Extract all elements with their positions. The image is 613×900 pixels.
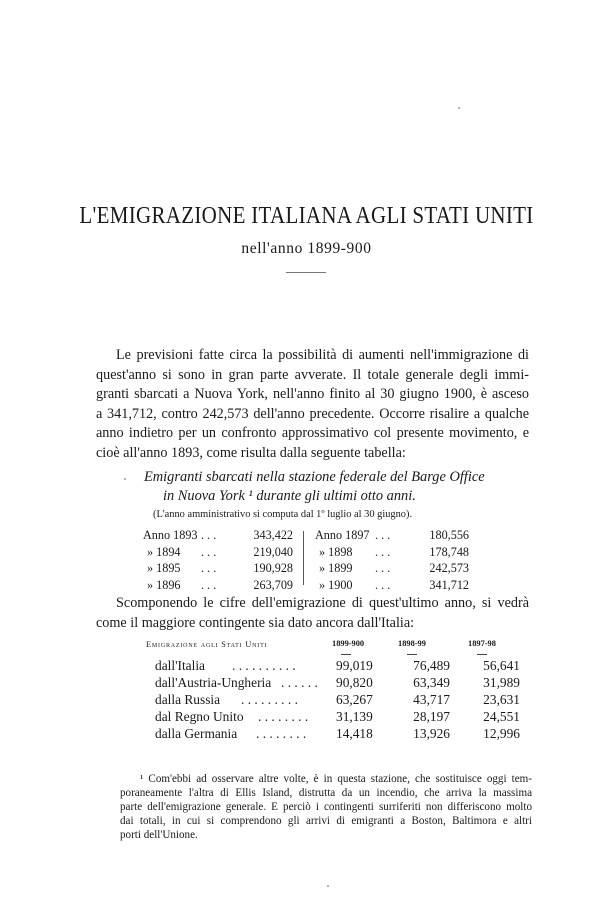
second-paragraph (96, 594, 529, 633)
leader-dots: . . . . . . . . . . (232, 658, 296, 673)
column-header: 1897-98 (468, 639, 496, 648)
value: 31,139 (336, 709, 373, 724)
table-row (0, 708, 613, 725)
paragraph-line: quest'anno si sono in gran parte avverate. Il totale generale degli immi- (96, 366, 529, 383)
caption-line: Emigranti sbarcati nella stazione federale del Barge Office (144, 469, 485, 485)
value: 43,717 (413, 692, 450, 707)
paragraph-line: Scomponendo le cifre dell'emigrazione di quest'ultimo anno, si vedrà (116, 595, 529, 611)
footnote (120, 772, 532, 842)
origin-label: dall'Italia (155, 658, 205, 673)
value: 90,820 (336, 675, 373, 690)
value: 76,489 (413, 658, 450, 673)
footnote-line: ¹ Com'ebbi ad osservare altre volte, è in questa stazione, che sostituisce oggi tem- (140, 773, 532, 785)
year-label: » 1899 (319, 561, 353, 576)
paragraph-line: cioè all'anno 1893, come risulta dalla seguente tabella: (96, 444, 406, 461)
value: 178,748 (429, 544, 469, 559)
paper-speck (327, 885, 329, 887)
footnote-line: parte dell'emigrazione generale. E perciò i contingenti surriferiti non differiscono molto (120, 801, 532, 813)
value: 180,556 (429, 528, 469, 542)
value: 341,712 (429, 577, 469, 592)
paragraph-line: granti sbarcati a Nuova York, nell'anno finito al 30 giugno 1900, è asceso (96, 386, 529, 403)
value: 99,019 (336, 658, 373, 673)
table2 (0, 657, 613, 742)
page-subtitle: nell'anno 1899-900 (241, 240, 372, 257)
year-label: » 1898 (319, 544, 353, 559)
table2-header (0, 639, 613, 653)
leader-dots: . . . . . . (281, 675, 318, 690)
leader-dots: . . . (201, 577, 217, 592)
value: 190,928 (253, 561, 293, 576)
year-label: » 1894 (147, 544, 181, 559)
paper-speck (124, 478, 126, 480)
column-rule (407, 654, 417, 655)
page-title: L'EMIGRAZIONE ITALIANA AGLI STATI UNITI (79, 201, 534, 229)
table-row (0, 725, 613, 742)
table1-column-divider (303, 531, 304, 585)
column-rule (477, 654, 487, 655)
origin-label: dalla Russia (155, 692, 221, 707)
value: 242,573 (429, 561, 469, 576)
paragraph-line: Le previsioni fatte circa la possibilità di aumenti nell'immigrazione di (116, 347, 529, 363)
value: 63,349 (413, 675, 450, 690)
value: 343,422 (253, 528, 293, 542)
year-label: Anno 1893 (143, 528, 198, 542)
value: 13,926 (413, 726, 450, 741)
leader-dots: . . . (375, 528, 391, 542)
value: 63,267 (336, 692, 373, 707)
table-row (0, 674, 613, 691)
leader-dots: . . . (201, 561, 217, 576)
origin-label: dalla Germania (155, 726, 238, 741)
value: 219,040 (253, 544, 293, 559)
value: 24,551 (483, 709, 520, 724)
origin-label: dall'Austria-Ungheria (155, 675, 272, 690)
leader-dots: . . . (201, 528, 217, 542)
paper-speck (458, 107, 460, 109)
year-label: » 1896 (147, 577, 181, 592)
value: 56,641 (483, 658, 520, 673)
intro-paragraph (96, 346, 529, 464)
origin-label: dal Regno Unito (155, 709, 244, 724)
leader-dots: . . . (375, 561, 391, 576)
table-row (0, 691, 613, 708)
value: 263,709 (253, 577, 293, 592)
value: 31,989 (483, 675, 520, 690)
value: 28,197 (413, 709, 450, 724)
title-divider (286, 272, 326, 273)
leader-dots: . . . (375, 544, 391, 559)
column-header: 1898-99 (398, 639, 426, 648)
year-label: » 1895 (147, 561, 181, 576)
column-rule (341, 654, 351, 655)
paragraph-line: a 341,712, contro 242,573 dell'anno precedente. Occorre risalire a qualche (96, 405, 529, 422)
value: 23,631 (483, 692, 520, 707)
leader-dots: . . . . . . . . . (241, 692, 298, 707)
table1-caption (130, 468, 530, 506)
leader-dots: . . . (375, 577, 391, 592)
footnote-line: poraneamente l'altra di Ellis Island, distrutta da un incendio, che arriva la massima (120, 787, 532, 799)
table2-header-label: Emigrazione agli Stati Uniti (146, 640, 268, 649)
paragraph-line: anno indietro per un confronto approssimativo col presente movimento, e (96, 425, 529, 442)
caption-line: in Nuova York ¹ durante gli ultimi otto anni. (163, 488, 416, 504)
table1-note: (L'anno amministrativo si computa dal 1º luglio al 30 giugno). (153, 509, 413, 520)
leader-dots: . . . . . . . . (258, 709, 309, 724)
year-label: Anno 1897 (315, 528, 370, 542)
footnote-line: porti dell'Unione. (120, 829, 198, 841)
footnote-line: dai totali, in cui si comprendono gli arrivi di emigranti a Boston, Baltimora e altri (120, 815, 532, 827)
value: 14,418 (336, 726, 373, 741)
value: 12,996 (483, 726, 520, 741)
table-row (0, 657, 613, 674)
leader-dots: . . . . . . . . (256, 726, 307, 741)
paragraph-line: come il maggiore contingente sia dato ancora dall'Italia: (96, 614, 415, 631)
leader-dots: . . . (201, 544, 217, 559)
year-label: » 1900 (319, 577, 353, 592)
column-header: 1899-900 (332, 639, 365, 648)
